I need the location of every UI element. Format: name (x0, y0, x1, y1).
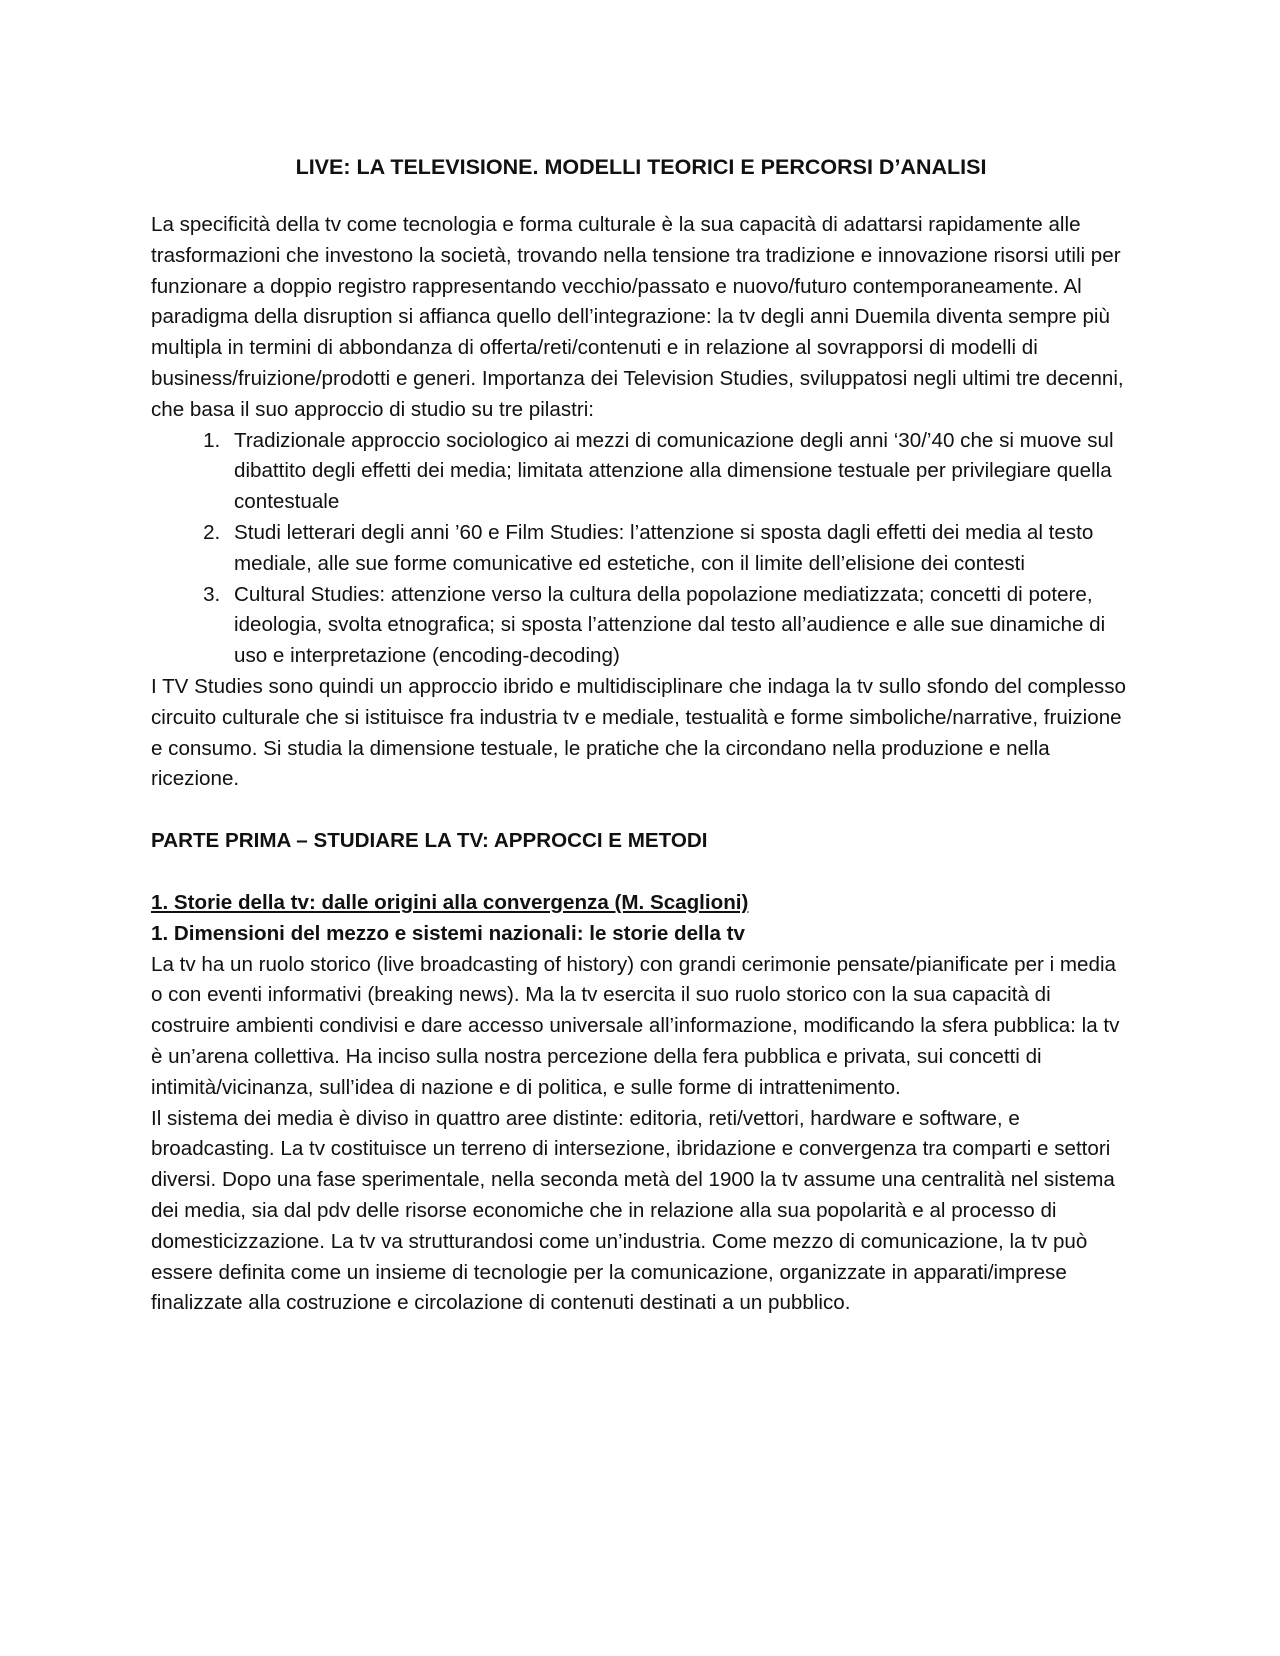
section-paragraph: Il sistema dei media è diviso in quattro aree distinte: editoria, reti/vettori, hardware e software, e broadcasting. La tv costituisce un terreno di intersezione, ibridazione e convergenza tra comparti e settori diversi. Dopo una fase sperimentale, nella seconda metà del 1900 la tv assume una centralità nel sistema dei media, sia dal pdv delle risorse economiche che in relazione alla sua popolarità e al processo di domesticizzazione. La tv va strutturandosi come un’industria. Come mezzo di comunicazione, la tv può essere definita come un insieme di tecnologie per la comunicazione, organizzate in apparati/imprese finalizzate alla costruzione e circolazione di contenuti destinati a un pubblico. (151, 1106, 1115, 1315)
part-heading: PARTE PRIMA – STUDIARE LA TV: APPROCCI E METODI (151, 829, 708, 853)
tv-studies-paragraph: I TV Studies sono quindi un approccio ibrido e multidisciplinare che indaga la tv sullo sfondo del complesso circuito culturale che si istituisce fra industria tv e mediale, testualità e forme simboliche/narrative, fruizione e consumo. Si studia la dimensione testuale, le pratiche che la circondano nella produzione e nella ricezione. (151, 674, 1126, 791)
list-item: 2. Studi letterari degli anni ’60 e Film Studies: l’attenzione si sposta dagli effetti dei media al testo mediale, alle sue forme comunicative ed estetiche, con il limite dell’elisione dei contesti (226, 518, 1131, 580)
list-item: 1. Tradizionale approccio sociologico ai mezzi di comunicazione degli anni ‘30/’40 che si muove sul dibattito degli effetti dei media; limitata attenzione alla dimensione testuale per privilegiare quella contestuale (226, 426, 1131, 518)
pillars-list (151, 426, 1131, 672)
section-heading: 1. Dimensioni del mezzo e sistemi nazionali: le storie della tv (151, 921, 745, 945)
chapter-heading: 1. Storie della tv: dalle origini alla convergenza (M. Scaglioni) (151, 890, 749, 914)
document-page (151, 152, 1131, 1319)
section-paragraph: La tv ha un ruolo storico (live broadcasting of history) con grandi cerimonie pensate/pianificate per i media o con eventi informativi (breaking news). Ma la tv esercita il suo ruolo storico con la sua capacità di costruire ambienti condivisi e dare accesso universale all’informazione, modificando la sfera pubblica: la tv è un’arena collettiva. Ha inciso sulla nostra percezione della fera pubblica e privata, sui concetti di intimità/vicinanza, sull’idea di nazione e di politica, e sulle forme di intrattenimento. (151, 952, 1120, 1099)
list-item: 3. Cultural Studies: attenzione verso la cultura della popolazione mediatizzata; concetti di potere, ideologia, svolta etnografica; si sposta l’attenzione dal testo all’audience e alle sue dinamiche di uso e interpretazione (encoding-decoding) (226, 580, 1131, 672)
document-title: LIVE: LA TELEVISIONE. MODELLI TEORICI E PERCORSI D’ANALISI (295, 155, 987, 179)
intro-paragraph: La specificità della tv come tecnologia e forma culturale è la sua capacità di adattarsi rapidamente alle trasformazioni che investono la società, trovando nella tensione tra tradizione e innovazione risorsi utili per funzionare a doppio registro rappresentando vecchio/passato e nuovo/futuro contemporaneamente. Al paradigma della disruption si affianca quello dell’integrazione: la tv degli anni Duemila diventa sempre più multipla in termini di abbondanza di offerta/reti/contenuti e in relazione al sovrapporsi di modelli di business/fruizione/prodotti e generi. Importanza dei Television Studies, sviluppatosi negli ultimi tre decenni, che basa il suo approccio di studio su tre pilastri: (151, 213, 1124, 421)
